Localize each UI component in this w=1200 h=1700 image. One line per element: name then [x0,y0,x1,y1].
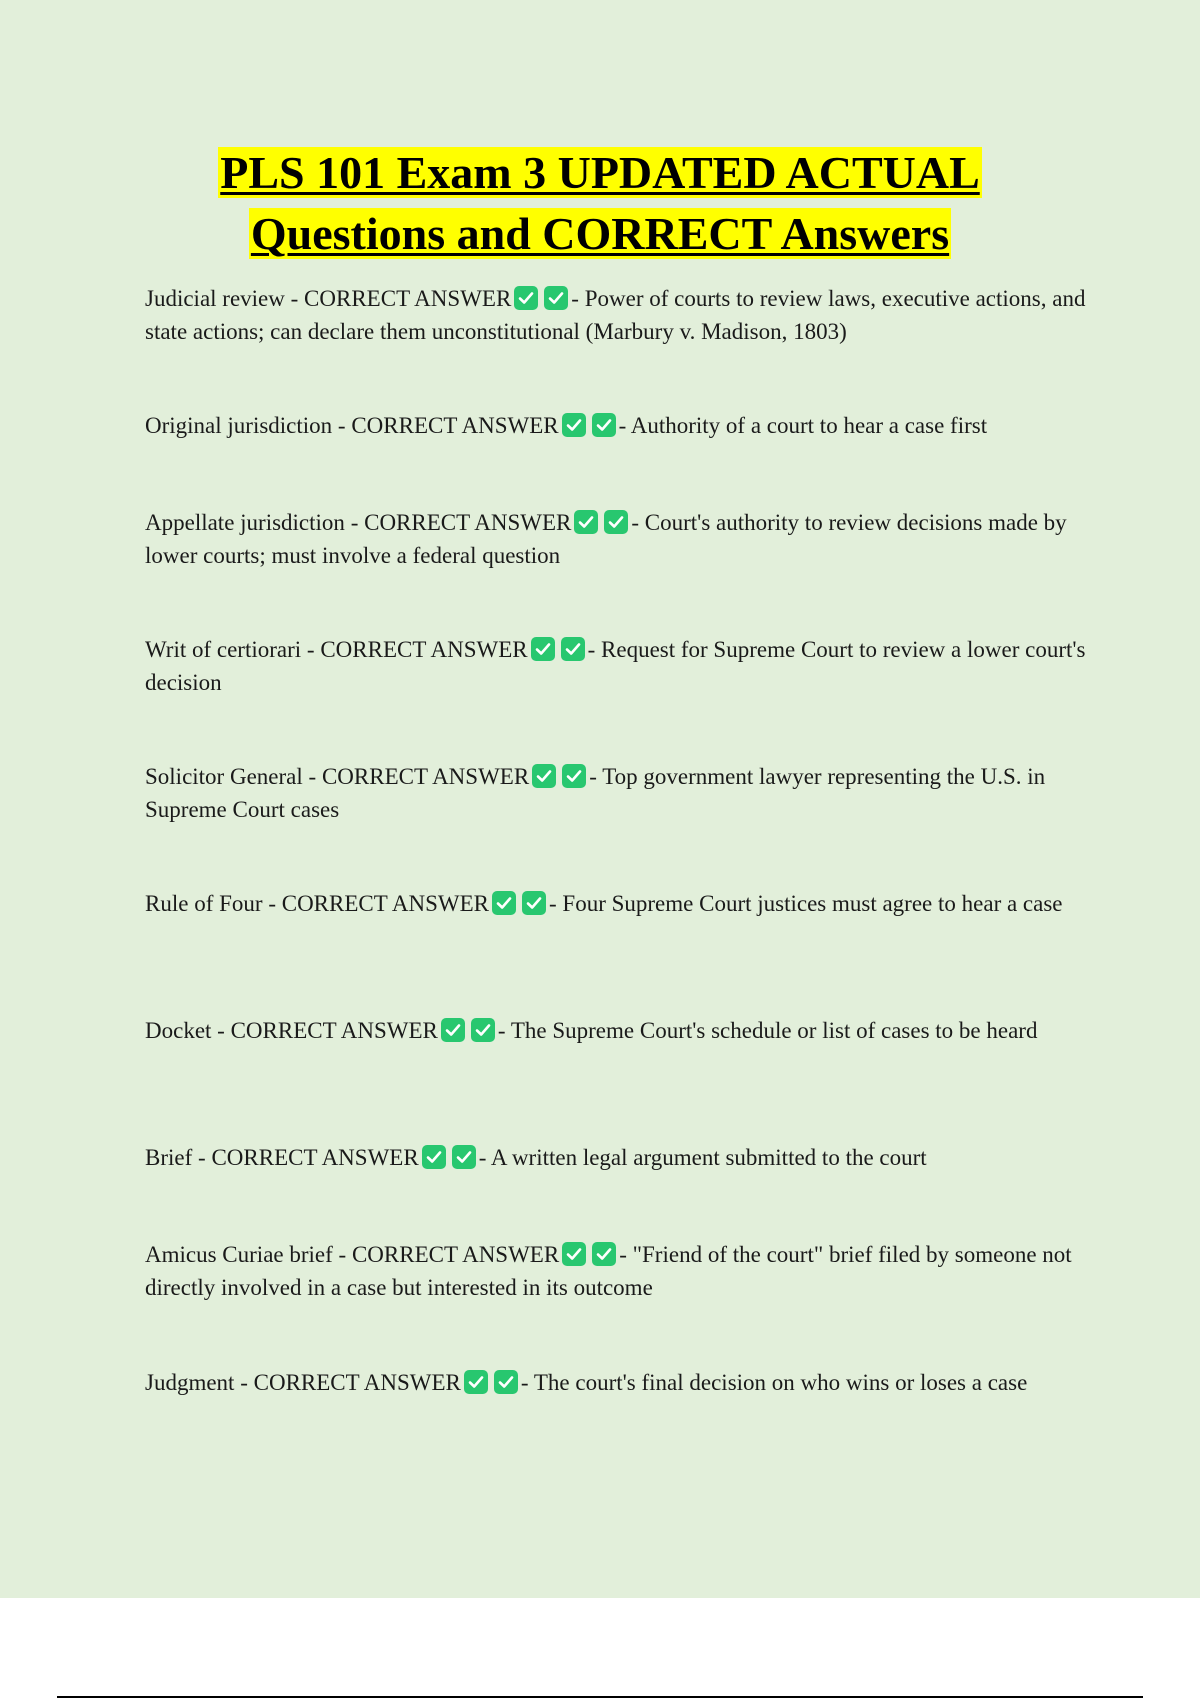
green-checkmark-icon [532,764,556,788]
answer-marker: CORRECT ANSWER [281,891,489,916]
qa-item: Rule of Four - CORRECT ANSWER - Four Supreme Court justices must agree to hear a case [145,891,1063,916]
green-checkmark-icon [562,1242,586,1266]
qa-item: Writ of certiorari - CORRECT ANSWER - Request for Supreme Court to review a lower court's decision [145,637,1086,695]
answer-marker: CORRECT ANSWER [211,1145,419,1170]
qa-term: Brief [145,1145,193,1170]
green-checkmark-icon [531,637,555,661]
green-checkmark-icon [562,413,586,437]
qa-term: Judicial review [145,286,285,311]
answer-marker: CORRECT ANSWER [364,510,572,535]
qa-definition: Four Supreme Court justices must agree to hear a case [562,891,1063,916]
green-checkmark-icon [452,1145,476,1169]
qa-item: Solicitor General - CORRECT ANSWER - Top government lawyer representing the U.S. in Supreme Court cases [145,764,1046,822]
qa-definition: Request for Supreme Court to review a lower court's decision [145,637,1086,695]
green-checkmark-icon [471,1018,495,1042]
qa-item: Brief - CORRECT ANSWER - A written legal argument submitted to the court [145,1145,927,1170]
answer-marker: CORRECT ANSWER [351,413,559,438]
qa-term: Original jurisdiction [145,413,333,438]
green-checkmark-icon [604,510,628,534]
document-title [0,142,1200,264]
qa-item: Original jurisdiction - CORRECT ANSWER - Authority of a court to hear a case first [145,413,988,438]
green-checkmark-icon [544,286,568,310]
qa-term: Amicus Curiae brief [145,1242,333,1267]
answer-marker: CORRECT ANSWER [304,286,512,311]
qa-definition: A written legal argument submitted to the court [490,1145,927,1170]
qa-term: Rule of Four [145,891,263,916]
qa-definition: "Friend of the court" brief filed by someone not directly involved in a case but interested in its outcome [145,1242,1072,1300]
qa-item: Judicial review - CORRECT ANSWER - Power of courts to review laws, executive actions, and state actions; can declare them unconstitutional (Marbury v. Madison, 1803) [145,286,1086,344]
answer-marker: CORRECT ANSWER [230,1018,438,1043]
green-checkmark-icon [561,637,585,661]
answer-marker: CORRECT ANSWER [321,764,530,789]
green-checkmark-icon [514,286,538,310]
qa-definition: The court's final decision on who wins or loses a case [533,1370,1028,1395]
qa-item: Appellate jurisdiction - CORRECT ANSWER - Court's authority to review decisions made by lower courts; must involve a federal question [145,510,1067,568]
green-checkmark-icon [592,413,616,437]
footer-divider [57,1696,1143,1698]
green-checkmark-icon [464,1370,488,1394]
answer-marker: CORRECT ANSWER [253,1370,461,1395]
green-checkmark-icon [592,1242,616,1266]
qa-term: Writ of certiorari [145,637,302,662]
green-checkmark-icon [492,891,516,915]
answer-marker: CORRECT ANSWER [351,1242,560,1267]
qa-item: Docket - CORRECT ANSWER - The Supreme Court's schedule or list of cases to be heard [145,1018,1038,1043]
green-checkmark-icon [522,891,546,915]
green-checkmark-icon [494,1370,518,1394]
qa-term: Docket [145,1018,212,1043]
title-line-1: PLS 101 Exam 3 UPDATED ACTUAL [220,147,980,198]
answer-marker: CORRECT ANSWER [320,637,528,662]
qa-term: Solicitor General [145,764,303,789]
qa-term: Judgment [145,1370,235,1395]
green-checkmark-icon [441,1018,465,1042]
qa-definition: Power of courts to review laws, executive actions, and state actions; can declare them unconstitutional (Marbury v. Madison, 1803) [145,286,1086,344]
title-line-2: Questions and CORRECT Answers [250,208,950,259]
qa-definition: Authority of a court to hear a case first [630,413,988,438]
qa-item: Judgment - CORRECT ANSWER - The court's final decision on who wins or loses a case [145,1370,1028,1395]
green-checkmark-icon [422,1145,446,1169]
qa-definition: The Supreme Court's schedule or list of cases to be heard [510,1018,1038,1043]
qa-item: Amicus Curiae brief - CORRECT ANSWER - "Friend of the court" brief filed by someone not directly involved in a case but interested in its outcome [145,1242,1072,1300]
qa-term: Appellate jurisdiction [145,510,345,535]
green-checkmark-icon [574,510,598,534]
green-checkmark-icon [562,764,586,788]
qa-definition: Top government lawyer representing the U.S. in Supreme Court cases [145,764,1046,822]
qa-definition: Court's authority to review decisions made by lower courts; must involve a federal question [145,510,1067,568]
